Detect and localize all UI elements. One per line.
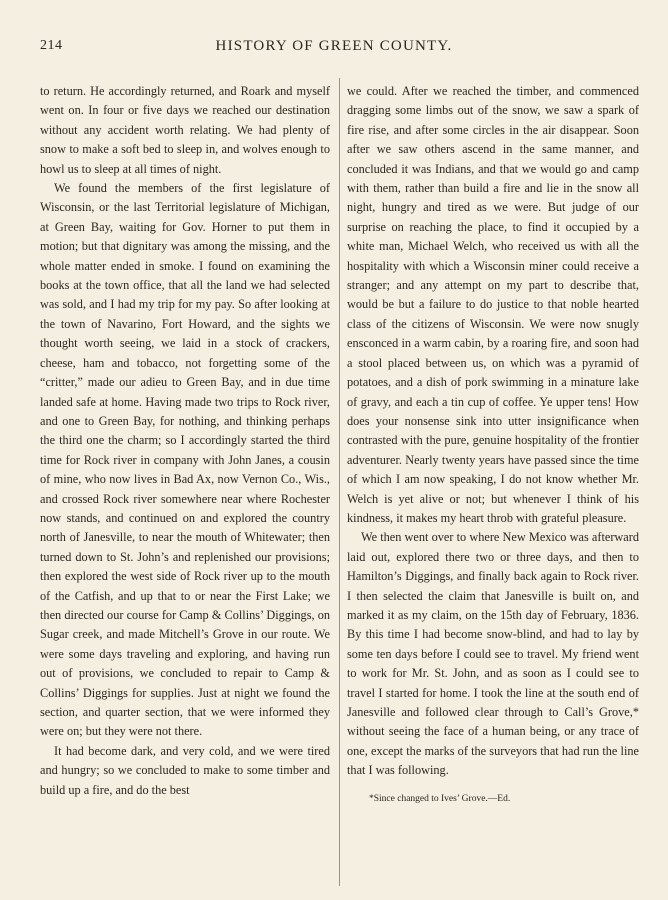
paragraph: It had become dark, and very cold, and we were tired and hungry; so we concluded to make to some timber and build up a fire, and do the best (40, 743, 330, 797)
page-number: 214 (40, 38, 63, 53)
paragraph: we could. After we reached the timber, and commenced dragging some limbs out of the snow, we saw a spark of fire rise, and after some circles in the air disappear. Soon after we saw others ascend in the same manner, and concluded it was Indians, and that we would go and camp with them, rather than build a fire and lie in the snow all night, hungry and tired as we were. But judge of our surprise on reaching the place, to find it occupied by a white man, Michael Welch, who received us with all the hospitality with which a Wisconsin miner could receive a stranger; and any attempt on my part to describe that, would be but a failure to do justice to that noble hearted class of the citizens of Wisconsin. We were now snugly ensconced in a warm cabin, by a roaring fire, and soon had a stool placed between us, on which was a pyramid of potatoes, and a dish of pork swimming in a minature lake of gravy, and each a tin cup of coffee. Ye upper tens! How does your nonsense sink into utter insignificance when contrasted with the pure, genuine hospitality of the frontier adventurer. Nearly twenty years have passed since the time of which I am now speaking, I do not know whether Mr. Welch is yet alive or not; but whenever I think of his kindness, it makes my heart throb with grateful pleasure. (347, 84, 639, 525)
paragraph: We then went over to where New Mexico was afterward laid out, explored there two or three days, and then to Hamilton’s Diggings, and finally back again to Rock river. I then selected the claim that Janesville is built on, and marked it as my claim, on the 15th day of February, 1836. By this time I had become snow-blind, and had to lay by some ten days before I could see to travel. My friend went to work for Mr. St. John, and as soon as I could see to travel I started for home. I took the line at the south end of Janesville and followed clear through to Call’s Grove,* without seeing the face of a human being, or any trace of one, except the marks of the surveyors that had run the line that I was following. (347, 530, 639, 778)
footnote: *Since changed to Ives’ Grove.—Ed. (369, 793, 511, 804)
right-column (347, 82, 639, 805)
paragraph: We found the members of the first legislature of Wisconsin, or the last Territorial legislature of Michigan, at Green Bay, waiting for Gov. Horner to put them in motion; but that dignitary was among the missing, and the whole matter ended in smoke. I found on examining the books at the town office, that all the land we had selected was sold, and I had my trip for my pay. So after looking at the town of Navarino, Fort Howard, and the sights we thought worth seeing, we laid in a stock of crackers, cheese, ham and tobacco, not forgetting some of the “critter,” made our adieu to Green Bay, and in due time landed safe at home. Having made two trips to Rock river, and one to Green Bay, for nothing, and thinking perhaps the third one the charm; so I accordingly started the third time for Rock river in company with John Janes, a cousin of mine, who now lives in Bad Ax, now Vernon Co., Wis., and crossed Rock river somewhere near where Rochester now stands, and continued on and explored the country north of Janesville, to near the mouth of Whitewater; then turned down to St. John’s and replenished our provisions; then explored the west side of Rock river up to the mouth of the Catfish, and up that to or near the First Lake; we then directed our course for Camp & Collins’ Diggings, on Sugar creek, and made Mitchell’s Grove in our route. We were some days traveling and exploring, and having run out of provisions, we concluded to repair to Camp & Collins’ Diggings for supplies. Just at night we found the section, and quarter section, that we were informed they were on; but they were not there. (40, 181, 330, 739)
left-column (40, 82, 330, 800)
running-title: HISTORY OF GREEN COUNTY. (215, 38, 453, 54)
column-divider (339, 78, 340, 886)
paragraph: to return. He accordingly returned, and Roark and myself went on. In four or five days we reached our destination without any accident worth relating. We had plenty of snow to make a soft bed to sleep in, and wolves enough to howl us to sleep at all times of night. (40, 84, 330, 176)
page-header (40, 38, 628, 60)
